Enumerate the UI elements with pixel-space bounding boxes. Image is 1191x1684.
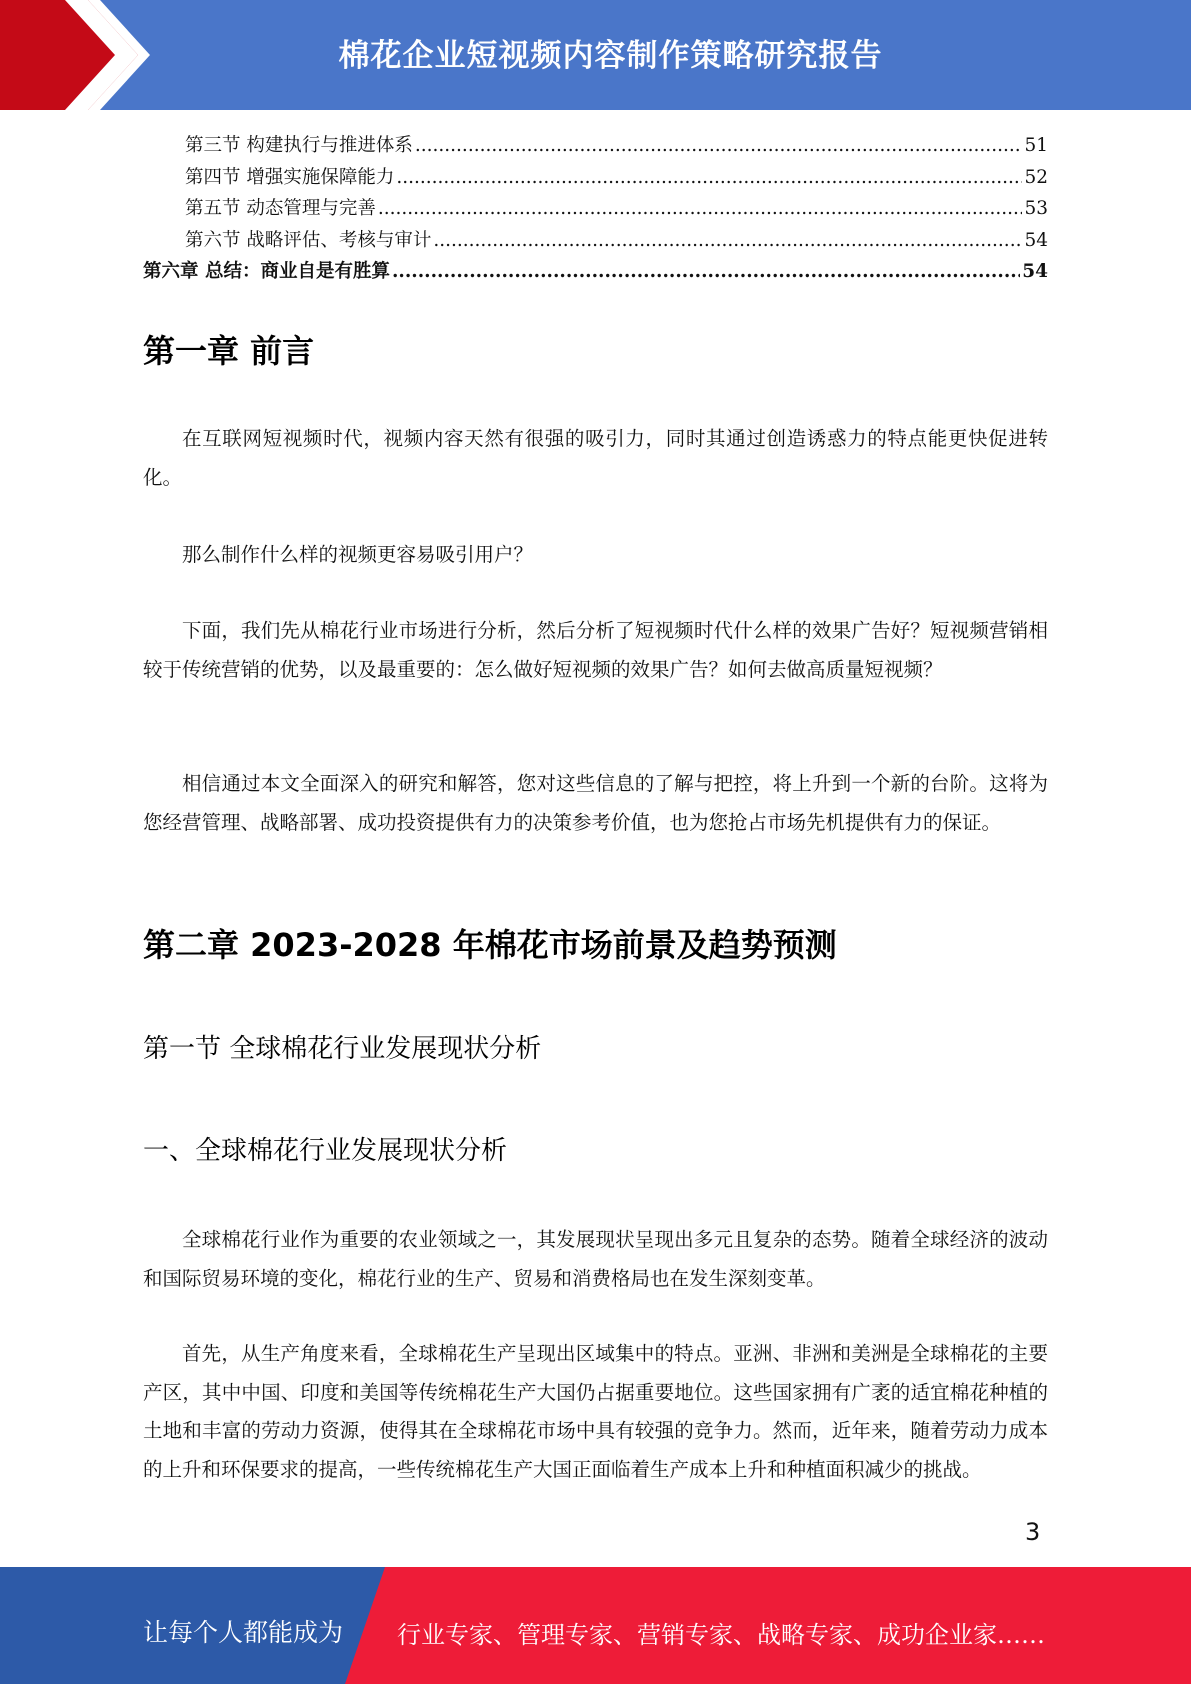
footer-slogan-right: 行业专家、管理专家、营销专家、战略专家、成功企业家…… [397,1621,1045,1649]
toc-leader-dots [415,130,1023,162]
section-heading: 第一节 全球棉花行业发展现状分析 [143,1034,542,1064]
page-header [0,0,1191,110]
report-title: 棉花企业短视频内容制作策略研究报告 [338,38,883,74]
toc-entry[interactable] [143,162,1048,194]
toc-leader-dots [392,256,1020,288]
toc-entry-label: 第四节 增强实施保障能力 [185,166,395,188]
toc-entry-label: 第六章 总结：商业自是有胜算 [143,261,390,282]
body-paragraph: 首先，从生产角度来看，全球棉花生产呈现出区域集中的特点。亚洲、非洲和美洲是全球棉花的主要产区，其中中国、印度和美国等传统棉花生产大国仍占据重要地位。这些国家拥有广袤的适宜棉花种植的土地和丰富的劳动力资源，使得其在全球棉花市场中具有较强的竞争力。然而，近年来，随着劳动力成本的上升和环保要求的提高，一些传统棉花生产大国正面临着生产成本上升和种植面积减少的挑战。 [143,1342,1048,1481]
body-paragraph: 相信通过本文全面深入的研究和解答，您对这些信息的了解与把控，将上升到一个新的台阶。这将为您经营管理、战略部署、成功投资提供有力的决策参考价值，也为您抢占市场先机提供有力的保证。 [143,772,1048,834]
footer-slogan-left: 让每个人都能成为 [143,1618,344,1647]
toc-entry-page: 54 [1024,229,1048,251]
toc-chapter-entry[interactable] [143,256,1048,288]
body-paragraph: 在互联网短视频时代，视频内容天然有很强的吸引力，同时其通过创造诱惑力的特点能更快促进转化。 [143,427,1048,489]
toc-entry-page: 53 [1024,198,1048,219]
toc-leader-dots [433,225,1022,257]
page-number: 3 [1025,1518,1041,1546]
body-paragraph: 下面，我们先从棉花行业市场进行分析，然后分析了短视频时代什么样的效果广告好？短视频营销相较于传统营销的优势，以及最重要的：怎么做好短视频的效果广告？如何去做高质量短视频？ [143,619,1048,681]
toc-entry-page: 54 [1022,261,1048,282]
toc-entry-page: 51 [1024,135,1048,156]
toc-leader-dots [378,193,1023,225]
toc-entry[interactable] [143,130,1048,162]
body-paragraph: 那么制作什么样的视频更容易吸引用户？ [182,543,534,566]
toc-entry-label: 第五节 动态管理与完善 [185,198,376,219]
page-footer [0,1567,1191,1684]
chapter-heading: 第二章 2023-2028 年棉花市场前景及趋势预测 [143,926,837,964]
toc-entry-page: 52 [1024,166,1048,188]
subsection-heading: 一、全球棉花行业发展现状分析 [143,1136,508,1166]
table-of-contents [143,130,1048,288]
chapter-heading: 第一章 前言 [143,332,315,370]
body-paragraph: 全球棉花行业作为重要的农业领域之一，其发展现状呈现出多元且复杂的态势。随着全球经济的波动和国际贸易环境的变化，棉花行业的生产、贸易和消费格局也在发生深刻变革。 [143,1228,1048,1290]
toc-entry-label: 第三节 构建执行与推进体系 [185,135,413,156]
toc-entry[interactable] [143,225,1048,257]
toc-entry[interactable] [143,193,1048,225]
toc-entry-label: 第六节 战略评估、考核与审计 [185,229,432,251]
toc-leader-dots [396,162,1022,194]
